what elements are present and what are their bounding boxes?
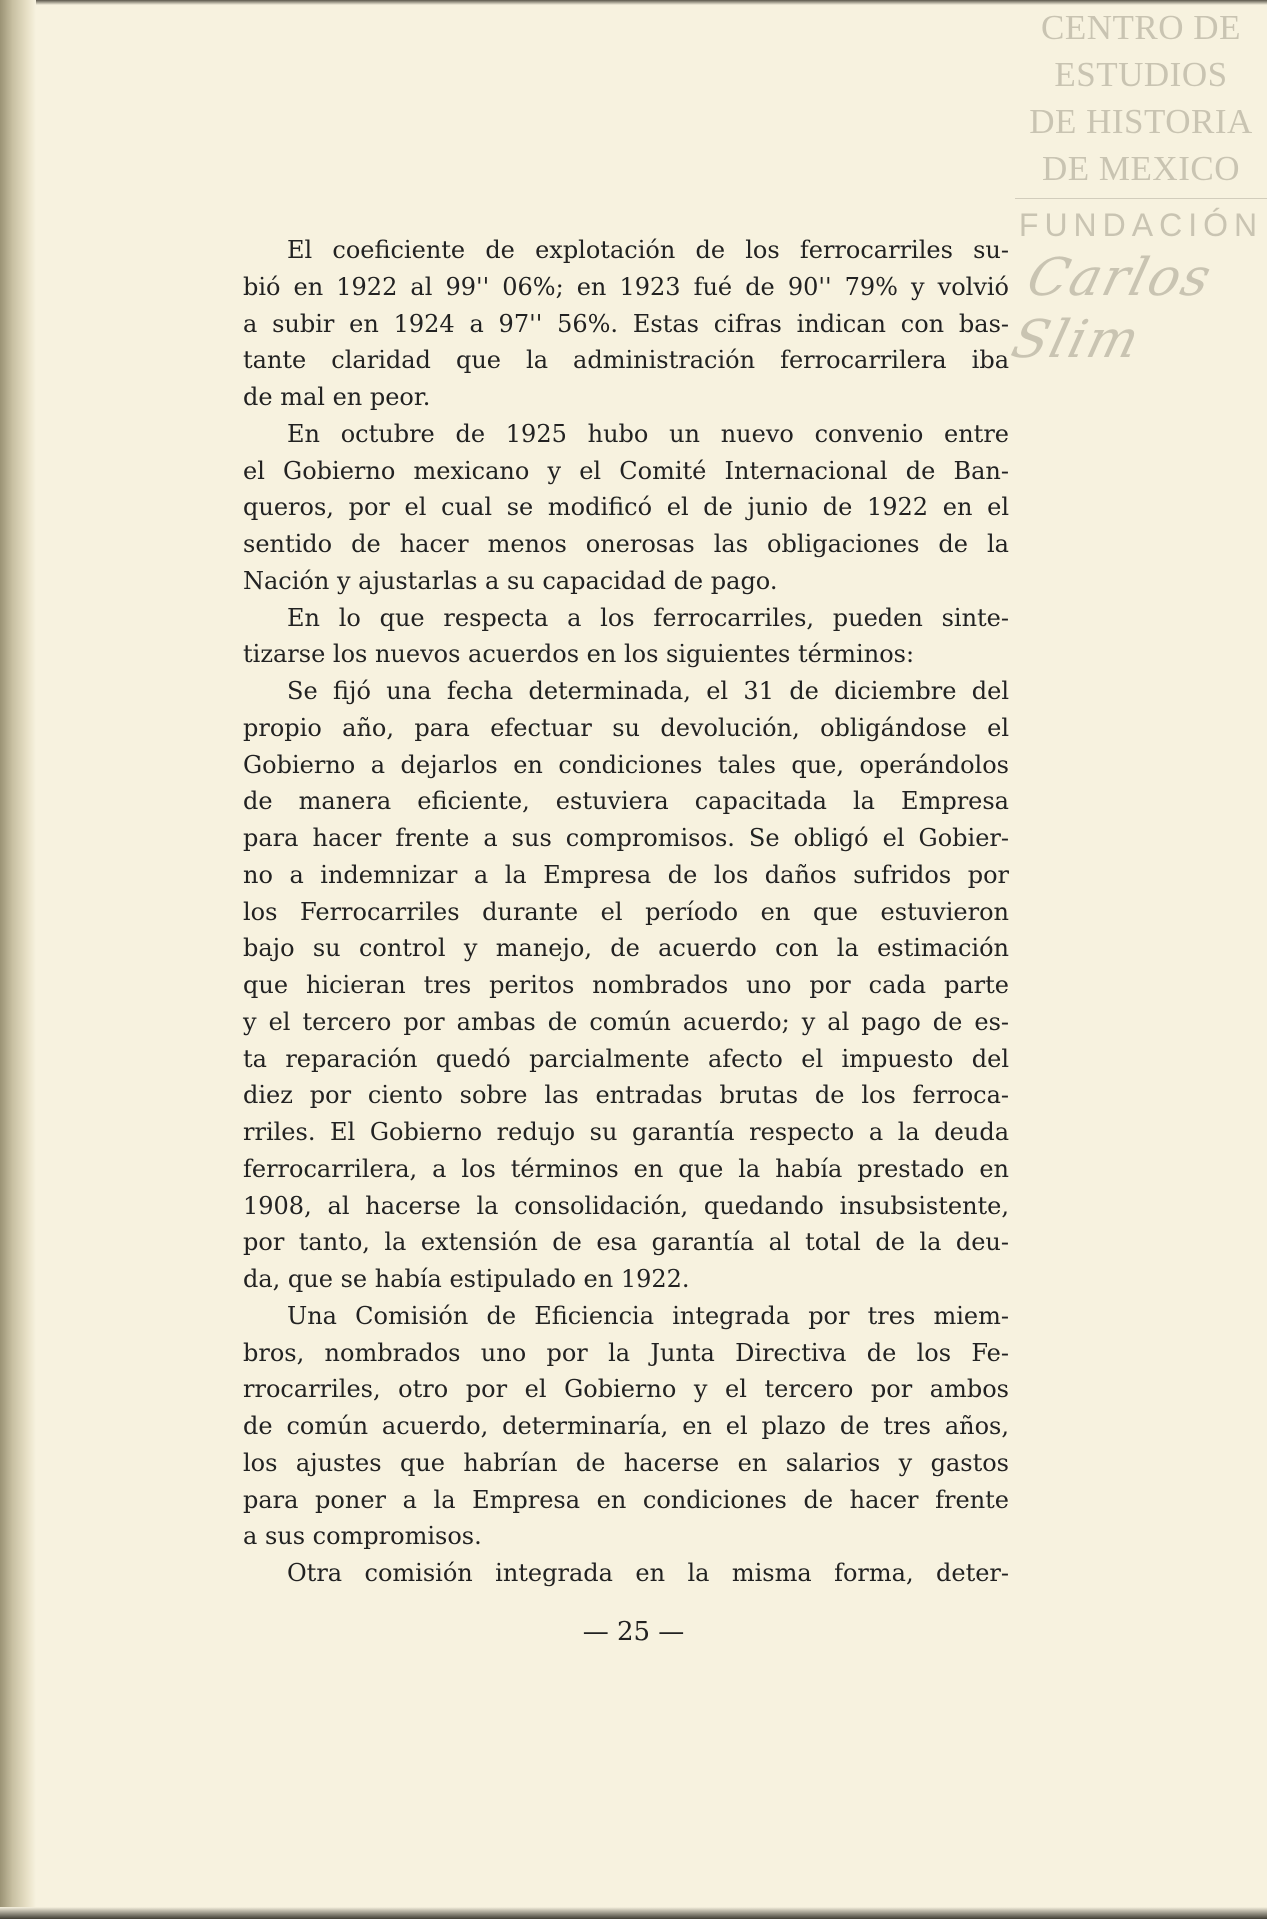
text-line: y el tercero por ambas de común acuerdo; y al pago de es-: [243, 1007, 1009, 1036]
text-line: ta reparación quedó parcialmente afecto el impuesto del: [243, 1044, 1009, 1073]
text-line: de manera eficiente, estuviera capacitada la Empresa: [243, 787, 1009, 816]
text-line: el Gobierno mexicano y el Comité Internacional de Ban-: [243, 456, 1009, 485]
text-line: bros, nombrados uno por la Junta Directiva de los Fe-: [243, 1338, 1009, 1367]
text-line: da, que se había estipulado en 1922.: [243, 1265, 690, 1293]
paragraph: [243, 673, 1009, 1298]
paragraph: [243, 1555, 1009, 1592]
text-line: que hicieran tres peritos nombrados uno por cada parte: [243, 971, 1009, 999]
text-line: diez por ciento sobre las entradas brutas de los ferroca-: [243, 1081, 1009, 1110]
paragraph: [243, 600, 1009, 674]
text-line: los Ferrocarriles durante el período en que estuvieron: [243, 897, 1009, 926]
text-line: Se fijó una fecha determinada, el 31 de diciembre del: [287, 677, 1009, 705]
archive-watermark: [1005, 4, 1267, 371]
text-line: Gobierno a dejarlos en condiciones tales que, operándolos: [243, 750, 1009, 779]
paragraph: [243, 416, 1009, 600]
body-text: [243, 232, 1009, 1592]
watermark-signature: Carlos Slim: [1005, 248, 1219, 370]
text-line: 1908, al hacerse la consolidación, quedando insubsistente,: [243, 1191, 1009, 1220]
watermark-line: DE MEXICO: [1042, 149, 1240, 188]
text-line: queros, por el cual se modificó el de junio de 1922 en el: [243, 493, 1009, 522]
text-line: El coeficiente de explotación de los ferrocarriles su-: [287, 236, 1009, 264]
watermark-line: ESTUDIOS: [1054, 55, 1228, 94]
text-line: para hacer frente a sus compromisos. Se obligó el Gobier-: [243, 824, 1009, 852]
text-line: de común acuerdo, determinaría, en el plazo de tres años,: [243, 1412, 1009, 1440]
text-line: En octubre de 1925 hubo un nuevo convenio entre: [287, 419, 1009, 448]
text-line: Una Comisión de Eficiencia integrada por tres miem-: [287, 1301, 1009, 1330]
text-line: ferrocarrilera, a los términos en que la había prestado en: [243, 1154, 1009, 1183]
text-line: tizarse los nuevos acuerdos en los siguientes términos:: [243, 640, 915, 669]
text-line: a subir en 1924 a 97'' 56%. Estas cifras indican con bas-: [243, 309, 1009, 338]
text-line: bió en 1922 al 99'' 06%; en 1923 fué de 90'' 79% y volvió: [243, 272, 1009, 301]
text-line: propio año, para efectuar su devolución, obligándose el: [243, 713, 1009, 742]
text-line: En lo que respecta a los ferrocarriles, pueden sinte-: [287, 603, 1009, 632]
text-line: bajo su control y manejo, de acuerdo con la estimación: [243, 934, 1009, 963]
text-line: rriles. El Gobierno redujo su garantía respecto a la deuda: [243, 1118, 1009, 1146]
paragraph: [243, 232, 1009, 416]
watermark-line: CENTRO DE: [1041, 8, 1241, 47]
paragraph: [243, 1298, 1009, 1555]
watermark-divider: [1015, 198, 1267, 199]
page-number: — 25 —: [582, 1617, 685, 1647]
text-line: no a indemnizar a la Empresa de los daños sufridos por: [243, 860, 1009, 889]
text-line: para poner a la Empresa en condiciones de hacer frente: [243, 1485, 1009, 1514]
text-line: rrocarriles, otro por el Gobierno y el tercero por ambos: [243, 1375, 1009, 1404]
text-line: sentido de hacer menos onerosas las obligaciones de la: [243, 530, 1009, 558]
watermark-line: DE HISTORIA: [1029, 102, 1253, 141]
text-line: los ajustes que habrían de hacerse en salarios y gastos: [243, 1448, 1009, 1477]
text-line: a sus compromisos.: [243, 1522, 482, 1551]
text-line: Nación y ajustarlas a su capacidad de pago.: [243, 566, 778, 595]
text-line: por tanto, la extensión de esa garantía al total de la deu-: [243, 1228, 1009, 1257]
watermark-foundation: FUNDACIÓN: [1018, 207, 1264, 243]
text-line: de mal en peor.: [243, 383, 431, 411]
page-bottom-edge: [0, 1907, 1267, 1919]
text-line: tante claridad que la administración ferrocarrilera iba: [243, 346, 1009, 375]
text-line: Otra comisión integrada en la misma forma, deter-: [287, 1559, 1009, 1587]
